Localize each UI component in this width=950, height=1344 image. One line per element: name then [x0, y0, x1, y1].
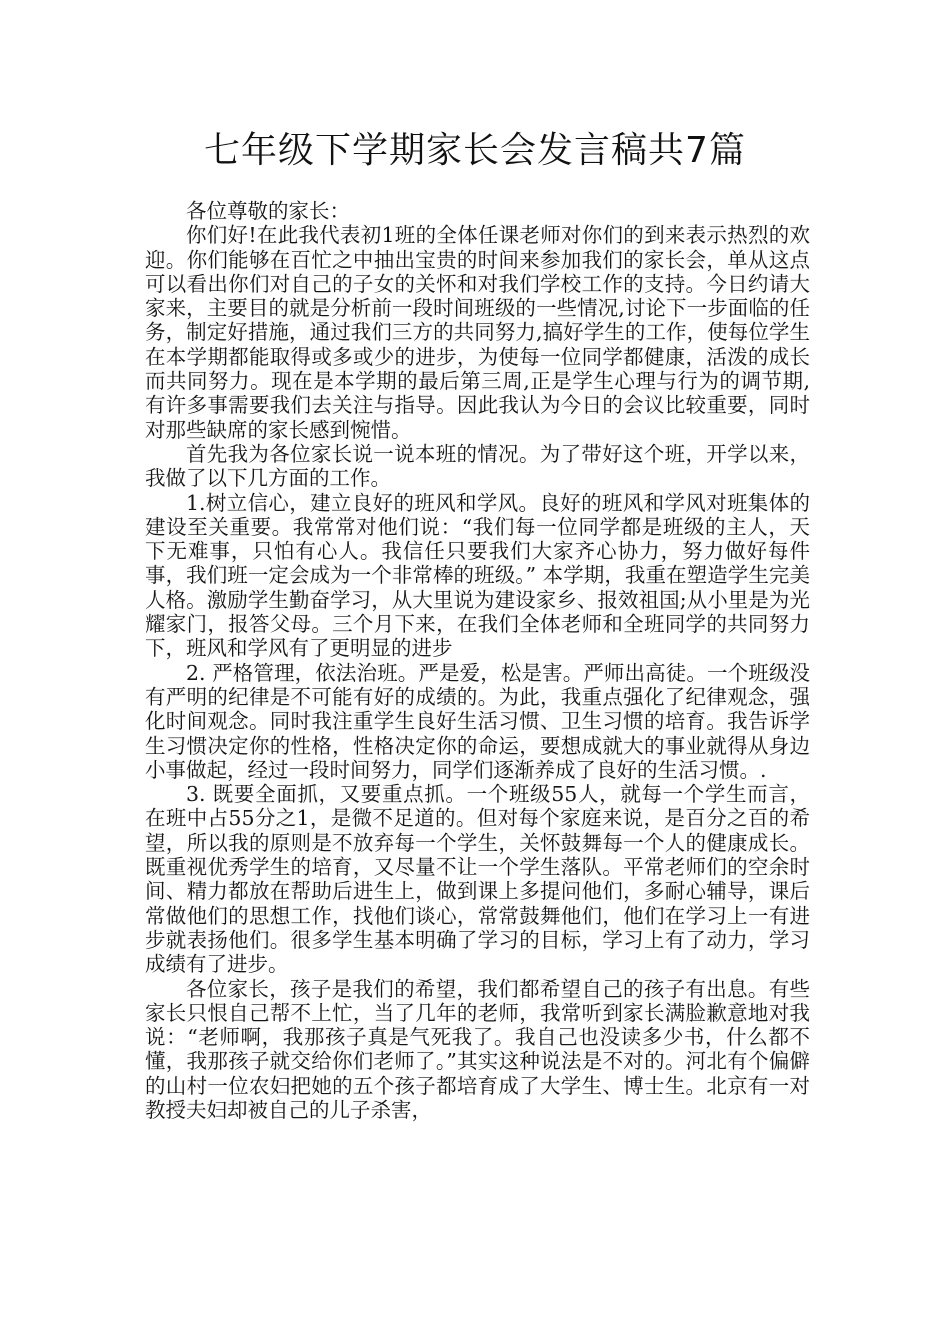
- class-situation-paragraph: 首先我为各位家长说一说本班的情况。为了带好这个班，开学以来，我做了以下几方面的工作。: [145, 441, 810, 491]
- parents-paragraph: 各位家长，孩子是我们的希望，我们都希望自己的孩子有出息。有些家长只恨自己帮不上忙，当了几年的老师，我常听到家长满脸歉意地对我说：“老师啊，我那孩子真是气死我了。我自己也没读多少书，什么都不懂，我那孩子就交给你们老师了。”其实这种说法是不对的。河北有个偏僻的山村一位农妇把她的五个孩子都培育成了大学生、博士生。北京有一对教授夫妇却被自己的儿子杀害，: [145, 976, 810, 1122]
- point-2-paragraph: 2. 严格管理，依法治班。严是爱，松是害。严师出高徒。一个班级没有严明的纪律是不可能有好的成绩的。为此，我重点强化了纪律观念，强化时间观念。同时我注重学生良好生活习惯、卫生习惯的培育。我告诉学生习惯决定你的性格，性格决定你的命运，要想成就大的事业就得从身边小事做起，经过一段时间努力，同学们逐渐养成了良好的生活习惯。.: [145, 660, 810, 782]
- document-title: 七年级下学期家长会发言稿共7篇: [204, 130, 746, 171]
- salutation-paragraph: 各位尊敬的家长：: [186, 199, 350, 223]
- point-1-paragraph: 1.树立信心，建立良好的班风和学风。良好的班风和学风对班集体的建设至关重要。我常常对他们说：“我们每一位同学都是班级的主人，天下无难事，只怕有心人。我信任只要我们大家齐心协力，努力做好每件事，我们班一定会成为一个非常棒的班级。” 本学期，我重在塑造学生完美人格。激励学生勤奋学习，从大里说为建设家乡、报效祖国;从小里是为光耀家门，报答父母。三个月下来，在我们全体老师和全班同学的共同努力下，班风和学风有了更明显的进步: [145, 490, 810, 661]
- document-body: [145, 199, 810, 1122]
- greeting-paragraph: 你们好!在此我代表初1班的全体任课老师对你们的到来表示热烈的欢迎。你们能够在百忙之中抽出宝贵的时间来参加我们的家长会，单从这点可以看出你们对自己的子女的关怀和对我们学校工作的支持。今日约请大家来，主要目的就是分析前一段时间班级的一些情况,讨论下一步面临的任务，制定好措施，通过我们三方的共同努力,搞好学生的工作，使每位学生在本学期都能取得或多或少的进步，为使每一位同学都健康，活泼的成长而共同努力。现在是本学期的最后第三周,正是学生心理与行为的调节期,有许多事需要我们去关注与指导。因此我认为今日的会议比较重要，同时对那些缺席的家长感到惋惜。: [145, 223, 810, 442]
- point-3-paragraph: 3. 既要全面抓，又要重点抓。一个班级55人，就每一个学生而言，在班中占55分之1，是微不足道的。但对每个家庭来说，是百分之百的希望，所以我的原则是不放弃每一个学生，关怀鼓舞每一个人的健康成长。既重视优秀学生的培育，又尽量不让一个学生落队。平常老师们的空余时间、精力都放在帮助后进生上，做到课上多提问他们，多耐心辅导，课后常做他们的思想工作，找他们谈心，常常鼓舞他们，他们在学习上一有进步就表扬他们。很多学生基本明确了学习的目标，学习上有了动力，学习成绩有了进步。: [145, 782, 810, 977]
